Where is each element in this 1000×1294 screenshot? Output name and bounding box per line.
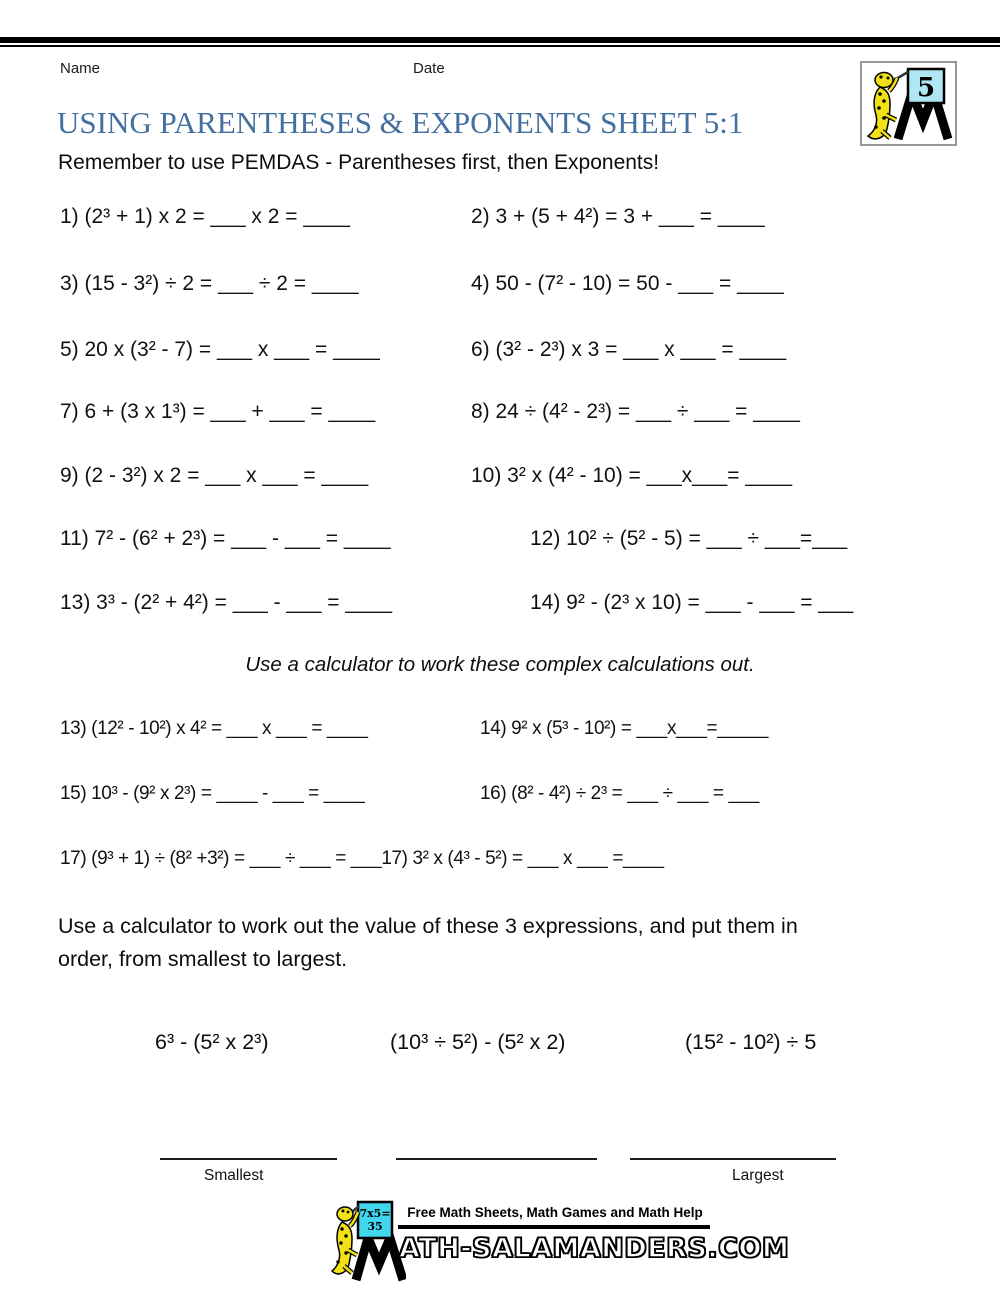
top-rule-thin <box>0 45 1000 47</box>
salamander-logo-icon <box>862 63 955 144</box>
footer-salamander-logo <box>330 1196 406 1289</box>
expression-2: (10³ ÷ 5²) - (5² x 2) <box>390 1030 566 1054</box>
name-label: Name <box>60 60 101 77</box>
date-label: Date <box>413 60 445 77</box>
salamander-head <box>875 73 893 88</box>
smallest-label: Smallest <box>204 1167 264 1184</box>
problem-15: 15) 10³ - (9² x 2³) = ____ - ___ = ____ <box>60 783 365 804</box>
problem-4: 4) 50 - (7² - 10) = 50 - ___ = ____ <box>471 272 784 295</box>
footer-rule <box>398 1225 710 1229</box>
problems-row-5 <box>60 464 990 494</box>
salamander-eye <box>887 77 890 80</box>
footer-salamander-head <box>337 1207 353 1221</box>
problem-11: 11) 7² - (6² + 2³) = ___ - ___ = ____ <box>60 527 391 550</box>
problem-6: 6) (3² - 2³) x 3 = ___ x ___ = ____ <box>471 338 787 361</box>
ordering-instructions <box>58 910 798 976</box>
answer-blank-middle <box>396 1144 597 1160</box>
salamander-logo-box <box>860 61 957 146</box>
problems-row-7 <box>60 591 990 621</box>
calculator-note: Use a calculator to work these complex calculations out. <box>245 653 755 676</box>
top-rule-thick <box>0 37 1000 43</box>
problems-row-6 <box>60 527 990 557</box>
problems-row-10 <box>60 848 664 870</box>
problem-7: 7) 6 + (3 x 1³) = ___ + ___ = ____ <box>60 400 376 423</box>
problem-12: 12) 10² ÷ (5² - 5) = ___ ÷ ___=___ <box>530 527 848 550</box>
footer-sign-line2: 35 <box>367 1220 383 1233</box>
footer-salamander-icon <box>330 1196 406 1284</box>
problem-9: 9) (2 - 3²) x 2 = ___ x ___ = ____ <box>60 464 369 487</box>
problems-row-3 <box>60 338 990 368</box>
problem-14b: 14) 9² x (5³ - 10²) = ___x___=_____ <box>480 718 769 739</box>
footer-sign-line1: 7x5= <box>359 1207 391 1220</box>
problems-row-4 <box>60 400 990 430</box>
largest-label: Largest <box>732 1167 784 1184</box>
site-name: ATH-SALAMANDERS.COM <box>399 1233 790 1264</box>
problem-5: 5) 20 x (3² - 7) = ___ x ___ = ____ <box>60 338 380 361</box>
answer-blank-smallest <box>160 1144 337 1160</box>
page-title: USING PARENTHESES & EXPONENTS SHEET 5:1 <box>57 105 744 140</box>
pemdas-reminder: Remember to use PEMDAS - Parentheses first, then Exponents! <box>58 151 660 174</box>
problems-row-1 <box>60 205 990 235</box>
problem-17a: 17) (9³ + 1) ÷ (8² +3²) = ___ ÷ ___ = ___ <box>60 848 382 869</box>
ordering-instructions-line1: Use a calculator to work out the value of these 3 expressions, and put them in <box>58 914 798 938</box>
pencil-icon <box>896 72 908 79</box>
expression-3: (15² - 10²) ÷ 5 <box>685 1030 817 1054</box>
problems-row-2 <box>60 272 990 302</box>
footer-salamander-eye <box>347 1211 350 1214</box>
problem-3: 3) (15 - 3²) ÷ 2 = ___ ÷ 2 = ____ <box>60 272 359 295</box>
problem-10: 10) 3² x (4² - 10) = ___x___= ____ <box>471 464 793 487</box>
ordering-instructions-line2: order, from smallest to largest. <box>58 947 348 971</box>
problems-row-8 <box>60 718 990 748</box>
problem-17b: 17) 3² x (4³ - 5²) = ___ x ___ =____ <box>381 848 664 869</box>
problem-13: 13) 3³ - (2² + 4²) = ___ - ___ = ____ <box>60 591 393 614</box>
problem-16: 16) (8² - 4²) ÷ 2³ = ___ ÷ ___ = ___ <box>480 783 759 804</box>
footer-tagline: Free Math Sheets, Math Games and Math Help <box>407 1205 703 1220</box>
problem-8: 8) 24 ÷ (4² - 2³) = ___ ÷ ___ = ____ <box>471 400 800 423</box>
problem-2: 2) 3 + (5 + 4²) = 3 + ___ = ____ <box>471 205 765 228</box>
problem-14: 14) 9² - (2³ x 10) = ___ - ___ = ___ <box>530 591 854 614</box>
expression-1: 6³ - (5² x 2³) <box>155 1030 269 1054</box>
footer-m-letter-icon <box>356 1238 403 1280</box>
problem-1: 1) (2³ + 1) x 2 = ___ x 2 = ____ <box>60 205 351 228</box>
answer-blank-largest <box>630 1144 836 1160</box>
problem-13b: 13) (12² - 10²) x 4² = ___ x ___ = ____ <box>60 718 368 739</box>
problems-row-9 <box>60 783 990 813</box>
sign-number: 5 <box>916 73 936 103</box>
